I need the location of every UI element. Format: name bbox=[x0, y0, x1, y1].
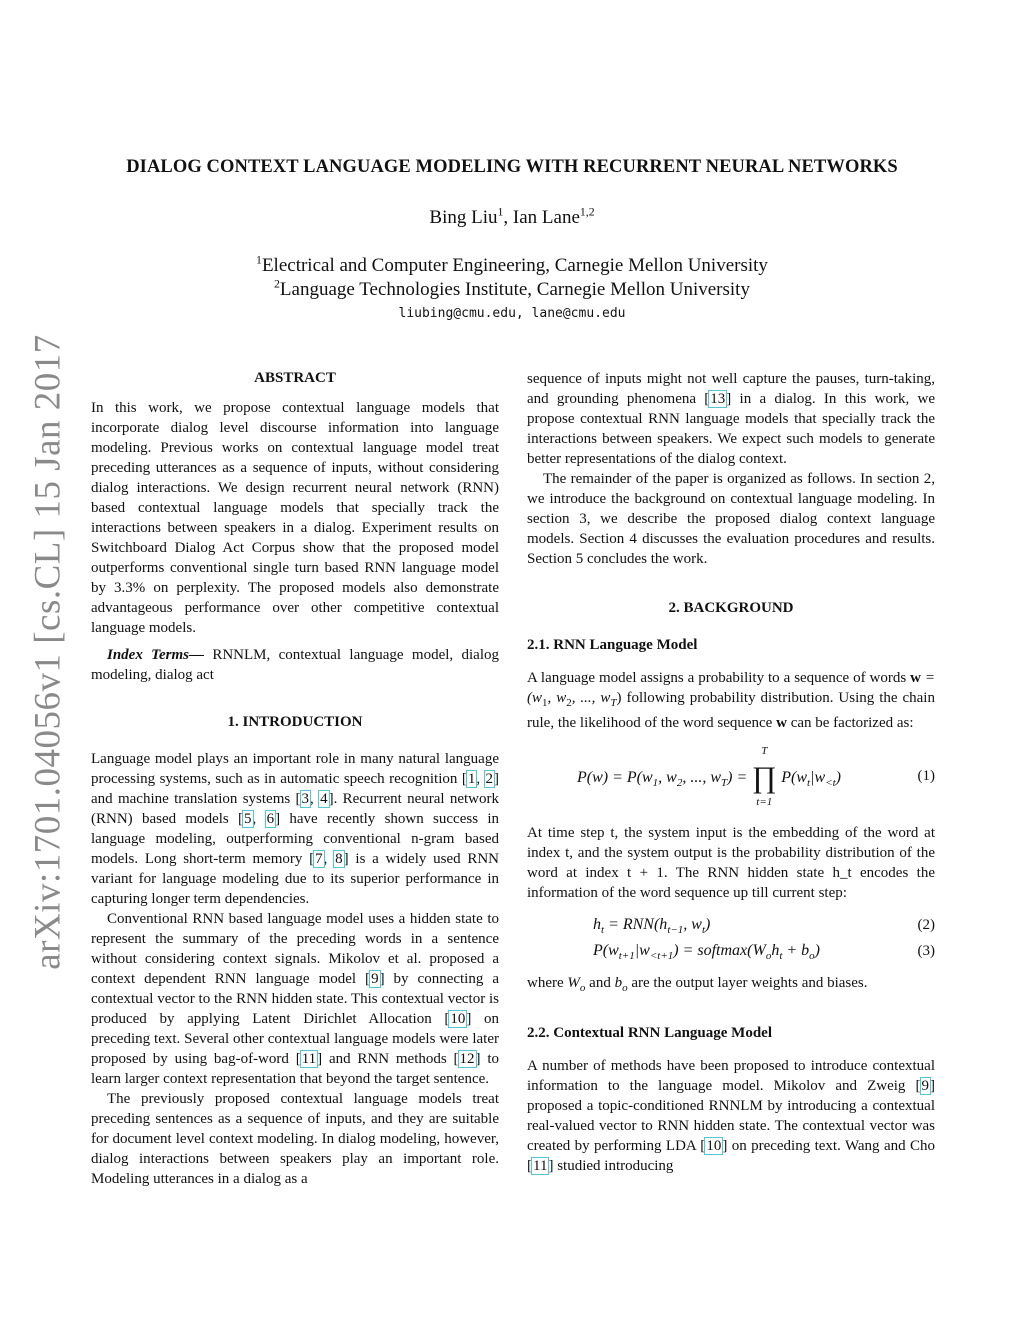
citation-link[interactable]: 7 bbox=[315, 851, 323, 867]
math-run: , w bbox=[547, 690, 567, 706]
intro-paragraph-2 bbox=[91, 909, 499, 1089]
math-sub: 2 bbox=[676, 777, 683, 790]
text-run: ] proposed a topic-conditioned RNNLM by introducing a contextual real-valued vector to RNN hidden state. The contextual vector was created by performing LDA [ bbox=[527, 1078, 935, 1154]
index-terms bbox=[91, 645, 499, 685]
math-sub: 2 bbox=[566, 697, 572, 709]
citation-link[interactable]: 6 bbox=[266, 811, 275, 827]
left-column bbox=[91, 368, 499, 1189]
text-run: , bbox=[476, 771, 485, 787]
citation-link[interactable]: 12 bbox=[459, 1051, 475, 1067]
text-run: can be factorized as: bbox=[786, 715, 914, 731]
affil-text: Language Technologies Institute, Carnegie Mellon University bbox=[279, 279, 750, 300]
text-run: Language model plays an important role in many natural language processing systems, such as in automatic speech recognition [ bbox=[91, 751, 499, 787]
math-sub: t bbox=[601, 924, 605, 937]
product-operator bbox=[751, 745, 777, 808]
paper-title: DIALOG CONTEXT LANGUAGE MODELING WITH RECURRENT NEURAL NETWORKS bbox=[126, 157, 898, 177]
text-run: , bbox=[252, 811, 266, 827]
text-run: ] on preceding text. Wang and Cho [ bbox=[527, 1138, 935, 1174]
math-symbol: b bbox=[614, 975, 623, 991]
text-run: ] to learn larger context representation that beyond the target sentence. bbox=[91, 1051, 499, 1087]
authors-line bbox=[0, 207, 1024, 229]
math-run: P(w) = P(w bbox=[577, 769, 653, 786]
author-affil-sup: 1,2 bbox=[579, 205, 595, 219]
equation-2-body bbox=[593, 915, 710, 940]
text-run: are the output layer weights and biases. bbox=[627, 975, 868, 991]
math-symbol: w bbox=[776, 715, 787, 731]
contextual-rnn-lm-paragraph bbox=[527, 1056, 935, 1176]
equation-3 bbox=[527, 939, 935, 973]
text-run: A language model assigns a probability to a sequence of words bbox=[527, 670, 911, 686]
equation-1 bbox=[527, 733, 935, 815]
citation-link[interactable]: 13 bbox=[710, 391, 726, 407]
math-run: ) = softmax(W bbox=[673, 942, 766, 959]
math-run: P(w bbox=[777, 769, 808, 786]
equation-2 bbox=[527, 913, 935, 939]
math-sub: t+1 bbox=[618, 950, 635, 963]
math-run: ) bbox=[814, 942, 820, 959]
math-run: , ..., w bbox=[571, 690, 611, 706]
math-run: ) bbox=[705, 916, 711, 933]
math-sub: o bbox=[622, 982, 628, 994]
abstract-heading: ABSTRACT bbox=[254, 370, 336, 386]
math-symbol: w bbox=[910, 670, 921, 686]
math-run: , w bbox=[683, 916, 702, 933]
math-sub: t bbox=[701, 924, 706, 937]
math-sub: <t bbox=[825, 777, 836, 790]
author-separator: , bbox=[503, 207, 513, 228]
text-run: ) following probability distribution. Using the chain rule, the likelihood of the word sequence bbox=[527, 690, 935, 731]
text-run: , bbox=[310, 791, 320, 807]
index-terms-text: RNNLM, contextual language model, dialog modeling, dialog act bbox=[91, 647, 500, 683]
math-run: ) = bbox=[727, 769, 752, 786]
citation-link[interactable]: 11 bbox=[301, 1051, 317, 1067]
equation-2-number: (2) bbox=[917, 917, 935, 933]
text-run: ] and machine translation systems [ bbox=[91, 771, 500, 807]
math-run: , ..., w bbox=[682, 769, 722, 786]
math-sub: T bbox=[721, 777, 728, 790]
math-run: = (w bbox=[527, 670, 935, 706]
math-run: , w bbox=[658, 769, 677, 786]
citation-link[interactable]: 10 bbox=[706, 1138, 722, 1154]
math-run: |w bbox=[634, 942, 650, 959]
rnn-lm-paragraph-3 bbox=[527, 973, 935, 998]
equation-3-number: (3) bbox=[917, 943, 935, 959]
text-run: ] and RNN methods [ bbox=[317, 1051, 459, 1067]
intro-heading: 1. INTRODUCTION bbox=[227, 714, 363, 730]
math-run: |w bbox=[810, 769, 826, 786]
citation-link[interactable]: 10 bbox=[450, 1011, 466, 1027]
citation-link[interactable]: 5 bbox=[244, 811, 252, 827]
text-run: ] is a widely used RNN variant for language modeling due to its superior performance in capturing longer term dependencies. bbox=[91, 851, 500, 907]
text-run: Conventional RNN based language model uses a hidden state to represent the summary of the preceding words in a sentence without considering context signals. Mikolov et al. proposed a context dependent RNN language model [ bbox=[91, 911, 499, 987]
rnn-lm-paragraph-2: At time step t, the system input is the embedding of the word at index t, and the system output is the probability distribution of the word at index t + 1. The RNN hidden state h_t encodes the information of the word sequence up till current step: bbox=[527, 825, 935, 901]
author-emails: liubing@cmu.edu, lane@cmu.edu bbox=[398, 306, 626, 321]
math-run: ) bbox=[835, 769, 841, 786]
math-sub: t−1 bbox=[667, 924, 684, 937]
citation-link[interactable]: 9 bbox=[921, 1078, 929, 1094]
equation-1-number: (1) bbox=[917, 768, 935, 784]
affiliation-1 bbox=[0, 255, 1024, 277]
math-run: = RNN(h bbox=[604, 916, 668, 933]
citation-link[interactable]: 11 bbox=[533, 1158, 548, 1174]
math-run: h bbox=[771, 942, 780, 959]
text-run: , bbox=[323, 851, 335, 867]
math-sub: o bbox=[809, 950, 815, 963]
rnn-lm-paragraph-1 bbox=[527, 668, 935, 733]
subsection-heading-contextual-rnn-lm: 2.2. Contextual RNN Language Model bbox=[527, 1025, 773, 1041]
text-run: ] in a dialog. In this work, we propose contextual RNN language models that specially track the interactions between speakers. We expect such models to generate better representations of the dialog context. bbox=[527, 391, 935, 467]
text-run: ] by connecting a contextual vector to the RNN hidden state. This contextual vector is produced by applying Latent Dirichlet Allocation [ bbox=[91, 971, 499, 1027]
text-run: ] have recently shown success in language modeling, outperforming conventional n-gram based models. Long short-term memory [ bbox=[91, 811, 499, 867]
affiliation-2 bbox=[0, 279, 1024, 301]
affil-sup: 1 bbox=[256, 253, 262, 267]
right-column bbox=[527, 369, 935, 1176]
math-sub: 1 bbox=[542, 697, 548, 709]
citation-link[interactable]: 4 bbox=[320, 791, 328, 807]
text-run: ]. Recurrent neural network (RNN) based models [ bbox=[91, 791, 500, 827]
text-run: where bbox=[527, 975, 568, 991]
citation-link[interactable]: 2 bbox=[485, 771, 494, 787]
affil-sup: 2 bbox=[274, 277, 280, 291]
intro-continued-paragraph bbox=[527, 369, 935, 469]
author-affil-sup: 1 bbox=[497, 205, 504, 219]
background-heading: 2. BACKGROUND bbox=[668, 600, 794, 616]
intro-paragraph-1 bbox=[91, 749, 499, 909]
text-run: ] on preceding text. Several other contextual language models were later proposed by using bag-of-word [ bbox=[91, 1011, 499, 1067]
math-sub: <t+1 bbox=[649, 950, 674, 963]
math-run: h bbox=[593, 916, 601, 933]
math-sub: t bbox=[779, 950, 783, 963]
math-sub: t bbox=[807, 777, 811, 790]
math-run: + b bbox=[782, 942, 810, 959]
arxiv-stamp: arXiv:1701.04056v1 [cs.CL] 15 Jan 2017 bbox=[27, 334, 69, 970]
abstract-text: In this work, we propose contextual language models that incorporate dialog level discourse information into language modeling. Previous works on contextual language model treat preceding utterances as a sequence of inputs, without considering dialog interactions. We design recurrent neural network (RNN) based contextual language models that specially track the interactions between speakers in a dialog. Experiment results on Switchboard Dialog Act Corpus show that the proposed model outperforms conventional single turn based RNN language model by 3.3% on perplexity. The proposed models also demonstrate advantageous performance over other competitive contextual language models. bbox=[91, 400, 499, 636]
math-sub: o bbox=[765, 950, 772, 963]
math-run: P(w bbox=[593, 942, 619, 959]
citation-link[interactable]: 1 bbox=[467, 771, 476, 787]
product-symbol: ∏ bbox=[751, 761, 777, 794]
index-terms-label: Index Terms— bbox=[107, 647, 204, 663]
author-name: Ian Lane bbox=[512, 207, 580, 228]
product-upper-limit: T bbox=[761, 745, 768, 757]
citation-link[interactable]: 9 bbox=[371, 971, 379, 987]
text-run: and bbox=[585, 975, 615, 991]
math-sub: T bbox=[610, 697, 617, 709]
math-symbol: W bbox=[567, 975, 580, 991]
equation-3-body bbox=[593, 941, 820, 966]
math-sub: 1 bbox=[652, 777, 659, 790]
citation-link[interactable]: 3 bbox=[301, 791, 310, 807]
text-run: A number of methods have been proposed to introduce contextual information to the language model. Mikolov and Zweig [ bbox=[527, 1058, 935, 1094]
math-sub: o bbox=[579, 982, 586, 994]
product-lower-limit: t=1 bbox=[756, 796, 773, 808]
equation-1-body bbox=[577, 745, 841, 808]
citation-link[interactable]: 8 bbox=[335, 851, 343, 867]
affil-text: Electrical and Computer Engineering, Carnegie Mellon University bbox=[261, 255, 768, 276]
text-run: ] studied introducing bbox=[548, 1158, 674, 1174]
text-run: sequence of inputs might not well capture the pauses, turn-taking, and grounding phenomena [ bbox=[527, 371, 935, 407]
subsection-heading-rnn-lm: 2.1. RNN Language Model bbox=[527, 637, 698, 653]
intro-paragraph-3: The previously proposed contextual language models treat preceding sentences as a sequence of inputs, and they are suitable for document level context modeling. In dialog modeling, however, dialog interactions between speakers play an important role. Modeling utterances in a dialog as a bbox=[91, 1091, 499, 1187]
author-name: Bing Liu bbox=[429, 207, 498, 228]
organization-paragraph: The remainder of the paper is organized as follows. In section 2, we introduce the background on contextual language modeling. In section 3, we describe the proposed dialog context language models. Section 4 discusses the evaluation procedures and results. Section 5 concludes the work. bbox=[527, 471, 935, 567]
